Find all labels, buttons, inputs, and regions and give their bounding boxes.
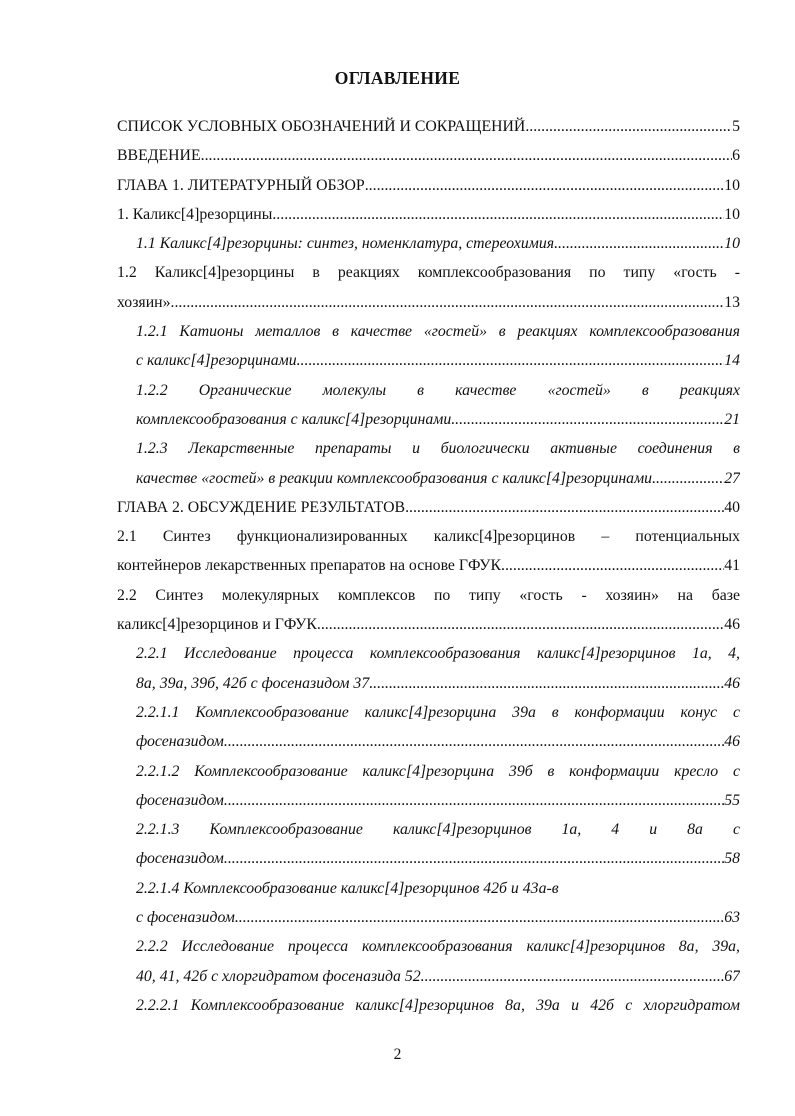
toc-entry-2-2-1-line1[interactable]: 2.2.1 Исследование процесса комплексообразования каликс[4]резорцинов 1а, 4, (136, 645, 740, 663)
toc-leader-dots (224, 727, 724, 756)
toc-entry-title: 1. Каликс[4]резорцины (117, 205, 273, 223)
toc-entry-2-2-1-2[interactable] (117, 786, 740, 815)
toc-entry-2-2[interactable] (117, 610, 740, 639)
toc-entry-2-2-2-1-line1[interactable]: 2.2.2.1 Комплексообразование каликс[4]резорцинов 8а, 39а и 42б с хлоргидратом (136, 996, 740, 1014)
toc-entry-1-2-2[interactable] (117, 405, 740, 434)
table-of-contents (117, 112, 740, 1020)
toc-entry-symbols[interactable] (117, 112, 740, 141)
toc-leader-dots (224, 786, 724, 815)
toc-page-number: 41 (724, 557, 740, 575)
toc-entry-title: ВВЕДЕНИЕ (117, 147, 201, 165)
toc-leader-dots (501, 551, 724, 580)
toc-leader-dots (525, 112, 732, 141)
toc-leader-dots (421, 962, 725, 991)
toc-leader-dots (405, 493, 724, 522)
toc-entry-1-2-1[interactable] (117, 346, 740, 375)
toc-page-number: 27 (724, 469, 740, 487)
toc-entry-title: каликс[4]резорцинов и ГФУК (117, 616, 317, 634)
toc-entry-2-2-2-line1[interactable]: 2.2.2 Исследование процесса комплексообразования каликс[4]резорцинов 8а, 39а, (136, 938, 740, 956)
toc-entry-title: комплексообразования с каликс[4]резорцинами (136, 410, 452, 428)
toc-entry-2-2-1[interactable] (117, 669, 740, 698)
toc-page-number: 5 (732, 118, 740, 135)
toc-entry-title: фосеназидом (136, 791, 224, 809)
toc-entry-title: фосеназидом (136, 733, 224, 751)
toc-page-number: 46 (724, 733, 740, 751)
toc-entry-1-2-3[interactable] (117, 464, 740, 493)
toc-entry-title: фосеназидом (136, 850, 224, 868)
toc-entry-1-2-3-line1[interactable]: 1.2.3 Лекарственные препараты и биологически активные соединения в (136, 440, 740, 458)
toc-entry-title: 8а, 39а, 39б, 42б с фосеназидом 37 (136, 674, 370, 692)
toc-entry-2-2-2[interactable] (117, 962, 740, 991)
toc-page-number: 58 (724, 850, 740, 868)
toc-leader-dots (201, 141, 732, 170)
toc-entry-2-2-1-1-line1[interactable]: 2.2.1.1 Комплексообразование каликс[4]резорцина 39а в конформации конус с (136, 703, 740, 721)
toc-entry-2-2-1-3[interactable] (117, 844, 740, 873)
toc-page-number: 13 (724, 293, 740, 311)
toc-entry-title: с фосеназидом (136, 909, 235, 927)
toc-leader-dots (297, 346, 725, 375)
toc-entry-1-2[interactable] (117, 288, 740, 317)
toc-entry-2-2-1-3-line1[interactable]: 2.2.1.3 Комплексообразование каликс[4]резорцинов 1а, 4 и 8а с (136, 821, 740, 839)
toc-entry-1-2-2-line1[interactable]: 1.2.2 Органические молекулы в качестве «гостей» в реакциях (136, 381, 740, 399)
toc-leader-dots (554, 229, 724, 258)
toc-leader-dots (451, 405, 724, 434)
toc-entry-title: 1.1 Каликс[4]резорцины: синтез, номенклатура, стереохимия (136, 235, 555, 253)
toc-entry-2-2-1-2-line1[interactable]: 2.2.1.2 Комплексообразование каликс[4]резорцина 39б в конформации кресло с (136, 762, 740, 780)
toc-page-number: 21 (724, 410, 740, 428)
toc-page-number: 10 (724, 235, 740, 253)
toc-leader-dots (171, 288, 725, 317)
page-title: ОГЛАВЛЕНИЕ (334, 68, 461, 88)
toc-entry-introduction[interactable] (117, 141, 740, 170)
toc-leader-dots (317, 610, 724, 639)
toc-entry-2-2-1-1[interactable] (117, 727, 740, 756)
toc-entry-2-2-1-4-line1[interactable] (117, 874, 740, 903)
toc-page-number: 10 (724, 176, 740, 194)
toc-entry-title: СПИСОК УСЛОВНЫХ ОБОЗНАЧЕНИЙ И СОКРАЩЕНИЙ (117, 118, 526, 135)
toc-entry-1-2-line1[interactable]: 1.2 Каликс[4]резорцины в реакциях комплексообразования по типу «гость - (117, 264, 740, 282)
toc-page-number: 14 (724, 352, 740, 370)
toc-entry-1-1[interactable] (117, 229, 740, 258)
toc-entry-title: хозяин» (117, 293, 171, 311)
toc-leader-dots (224, 844, 724, 873)
toc-entry-title: ГЛАВА 2. ОБСУЖДЕНИЕ РЕЗУЛЬТАТОВ (117, 498, 406, 516)
toc-page-number: 46 (724, 674, 740, 692)
toc-page-number: 55 (724, 791, 740, 809)
toc-page-number: 6 (732, 147, 740, 165)
toc-leader-dots (365, 171, 724, 200)
toc-entry-2-2-1-4[interactable] (117, 903, 740, 932)
toc-page-number: 67 (724, 967, 740, 985)
toc-leader-dots (369, 669, 724, 698)
toc-page-number: 63 (724, 909, 740, 927)
toc-page-number: 40 (724, 498, 740, 516)
toc-entry-chapter-2[interactable] (117, 493, 740, 522)
toc-entry-title: ГЛАВА 1. ЛИТЕРАТУРНЫЙ ОБЗОР (117, 176, 365, 194)
toc-entry-1-2-1-line1[interactable]: 1.2.1 Катионы металлов в качестве «гостей» в реакциях комплексообразования (136, 323, 740, 341)
toc-entry-title: качестве «гостей» в реакции комплексообразования с каликс[4]резорцинами (136, 469, 653, 487)
toc-entry-2-1-line1[interactable]: 2.1 Синтез функционализированных каликс[4]резорцинов – потенциальных (117, 528, 740, 546)
toc-entry-2-1[interactable] (117, 551, 740, 580)
page-number: 2 (393, 1046, 402, 1063)
toc-entry-title: контейнеров лекарственных препаратов на основе ГФУК (117, 557, 502, 575)
toc-leader-dots (652, 464, 724, 493)
toc-entry-title: с каликс[4]резорцинами (136, 352, 297, 370)
toc-page-number: 46 (724, 616, 740, 634)
toc-leader-dots (272, 200, 724, 229)
toc-entry-title: 40, 41, 42б с хлоргидратом фосеназида 52 (136, 967, 421, 985)
toc-entry-1[interactable] (117, 200, 740, 229)
toc-entry-2-2-line1[interactable]: 2.2 Синтез молекулярных комплексов по типу «гость - хозяин» на базе (117, 586, 740, 604)
toc-page-number: 10 (724, 205, 740, 223)
toc-entry-chapter-1[interactable] (117, 171, 740, 200)
toc-entry-title-line1: 2.2.1.4 Комплексообразование каликс[4]резорцинов 42б и 43а-в (136, 879, 559, 897)
toc-leader-dots (235, 903, 724, 932)
